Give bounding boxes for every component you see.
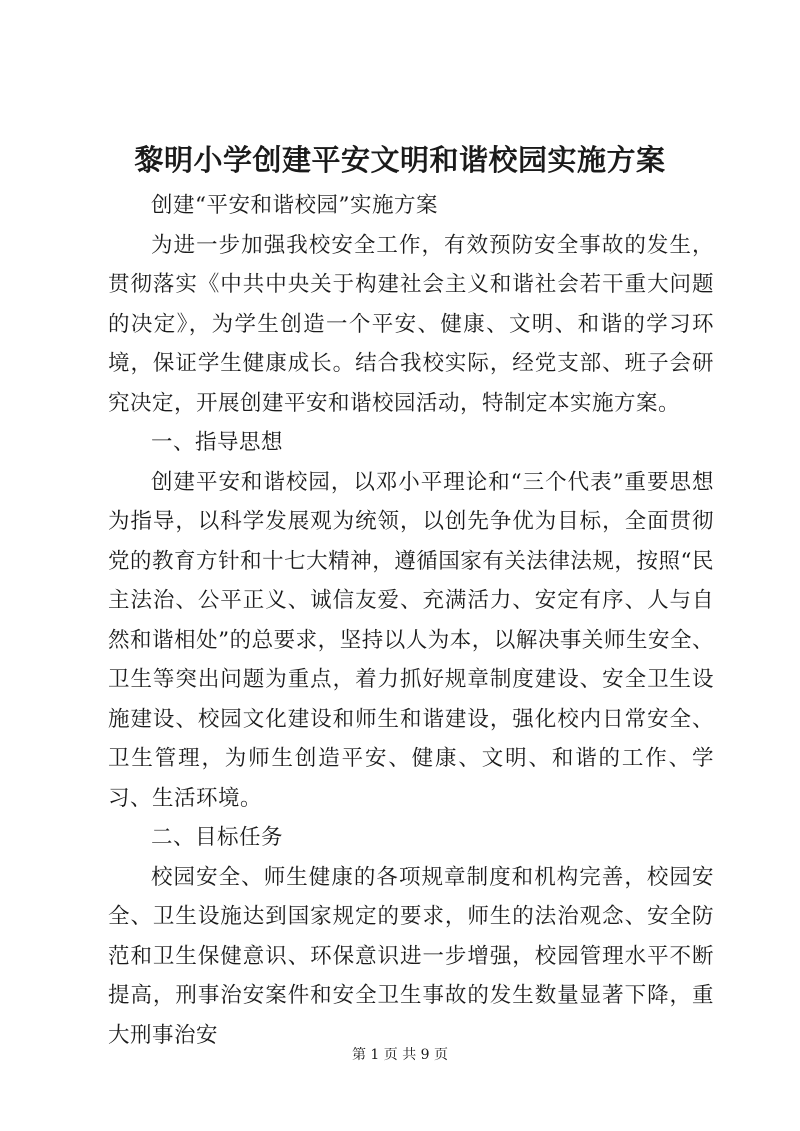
document-title: 黎明小学创建平安文明和谐校园实施方案 <box>134 143 666 177</box>
subtitle-paragraph: 创建“平安和谐校园”实施方案 <box>151 193 438 218</box>
guiding-ideology-paragraph: 创建平安和谐校园，以邓小平理论和“三个代表”重要思想为指导，以科学发展观为统领，以创先争优为目标，全面贯彻党的教育方针和十七大精神，遵循国家有关法律法规，按照“民主法治、公平正义、诚信友爱、充满活力、安定有序、人与自然和谐相处”的总要求，坚持以人为本，以解决事关师生安全、卫生等突出问题为重点，着力抓好规章制度建设、安全卫生设施建设、校园文化建设和师生和谐建设，强化校内日常安全、卫生管理，为师生创造平安、健康、文明、和谐的工作、学习、生活环境。 <box>108 469 714 811</box>
goals-paragraph: 校园安全、师生健康的各项规章制度和机构完善，校园安全、卫生设施达到国家规定的要求，师生的法治观念、安全防范和卫生保健意识、环保意识进一步增强，校园管理水平不断提高，刑事治安案件和安全卫生事故的发生数量显著下降，重大刑事治安 <box>108 864 714 1048</box>
page-number-footer: 第 1 页 共 9 页 <box>351 1047 449 1063</box>
document-body <box>108 186 714 1055</box>
intro-paragraph: 为进一步加强我校安全工作，有效预防安全事故的发生，贯彻落实《中共中央关于构建社会主义和谐社会若干重大问题的决定》，为学生创造一个平安、健康、文明、和谐的学习环境，保证学生健康成长。结合我校实际，经党支部、班子会研究决定，开展创建平安和谐校园活动，特制定本实施方案。 <box>108 232 714 416</box>
section-heading-goals: 二、目标任务 <box>151 825 284 850</box>
section-heading-guiding-ideology: 一、指导思想 <box>151 430 284 455</box>
